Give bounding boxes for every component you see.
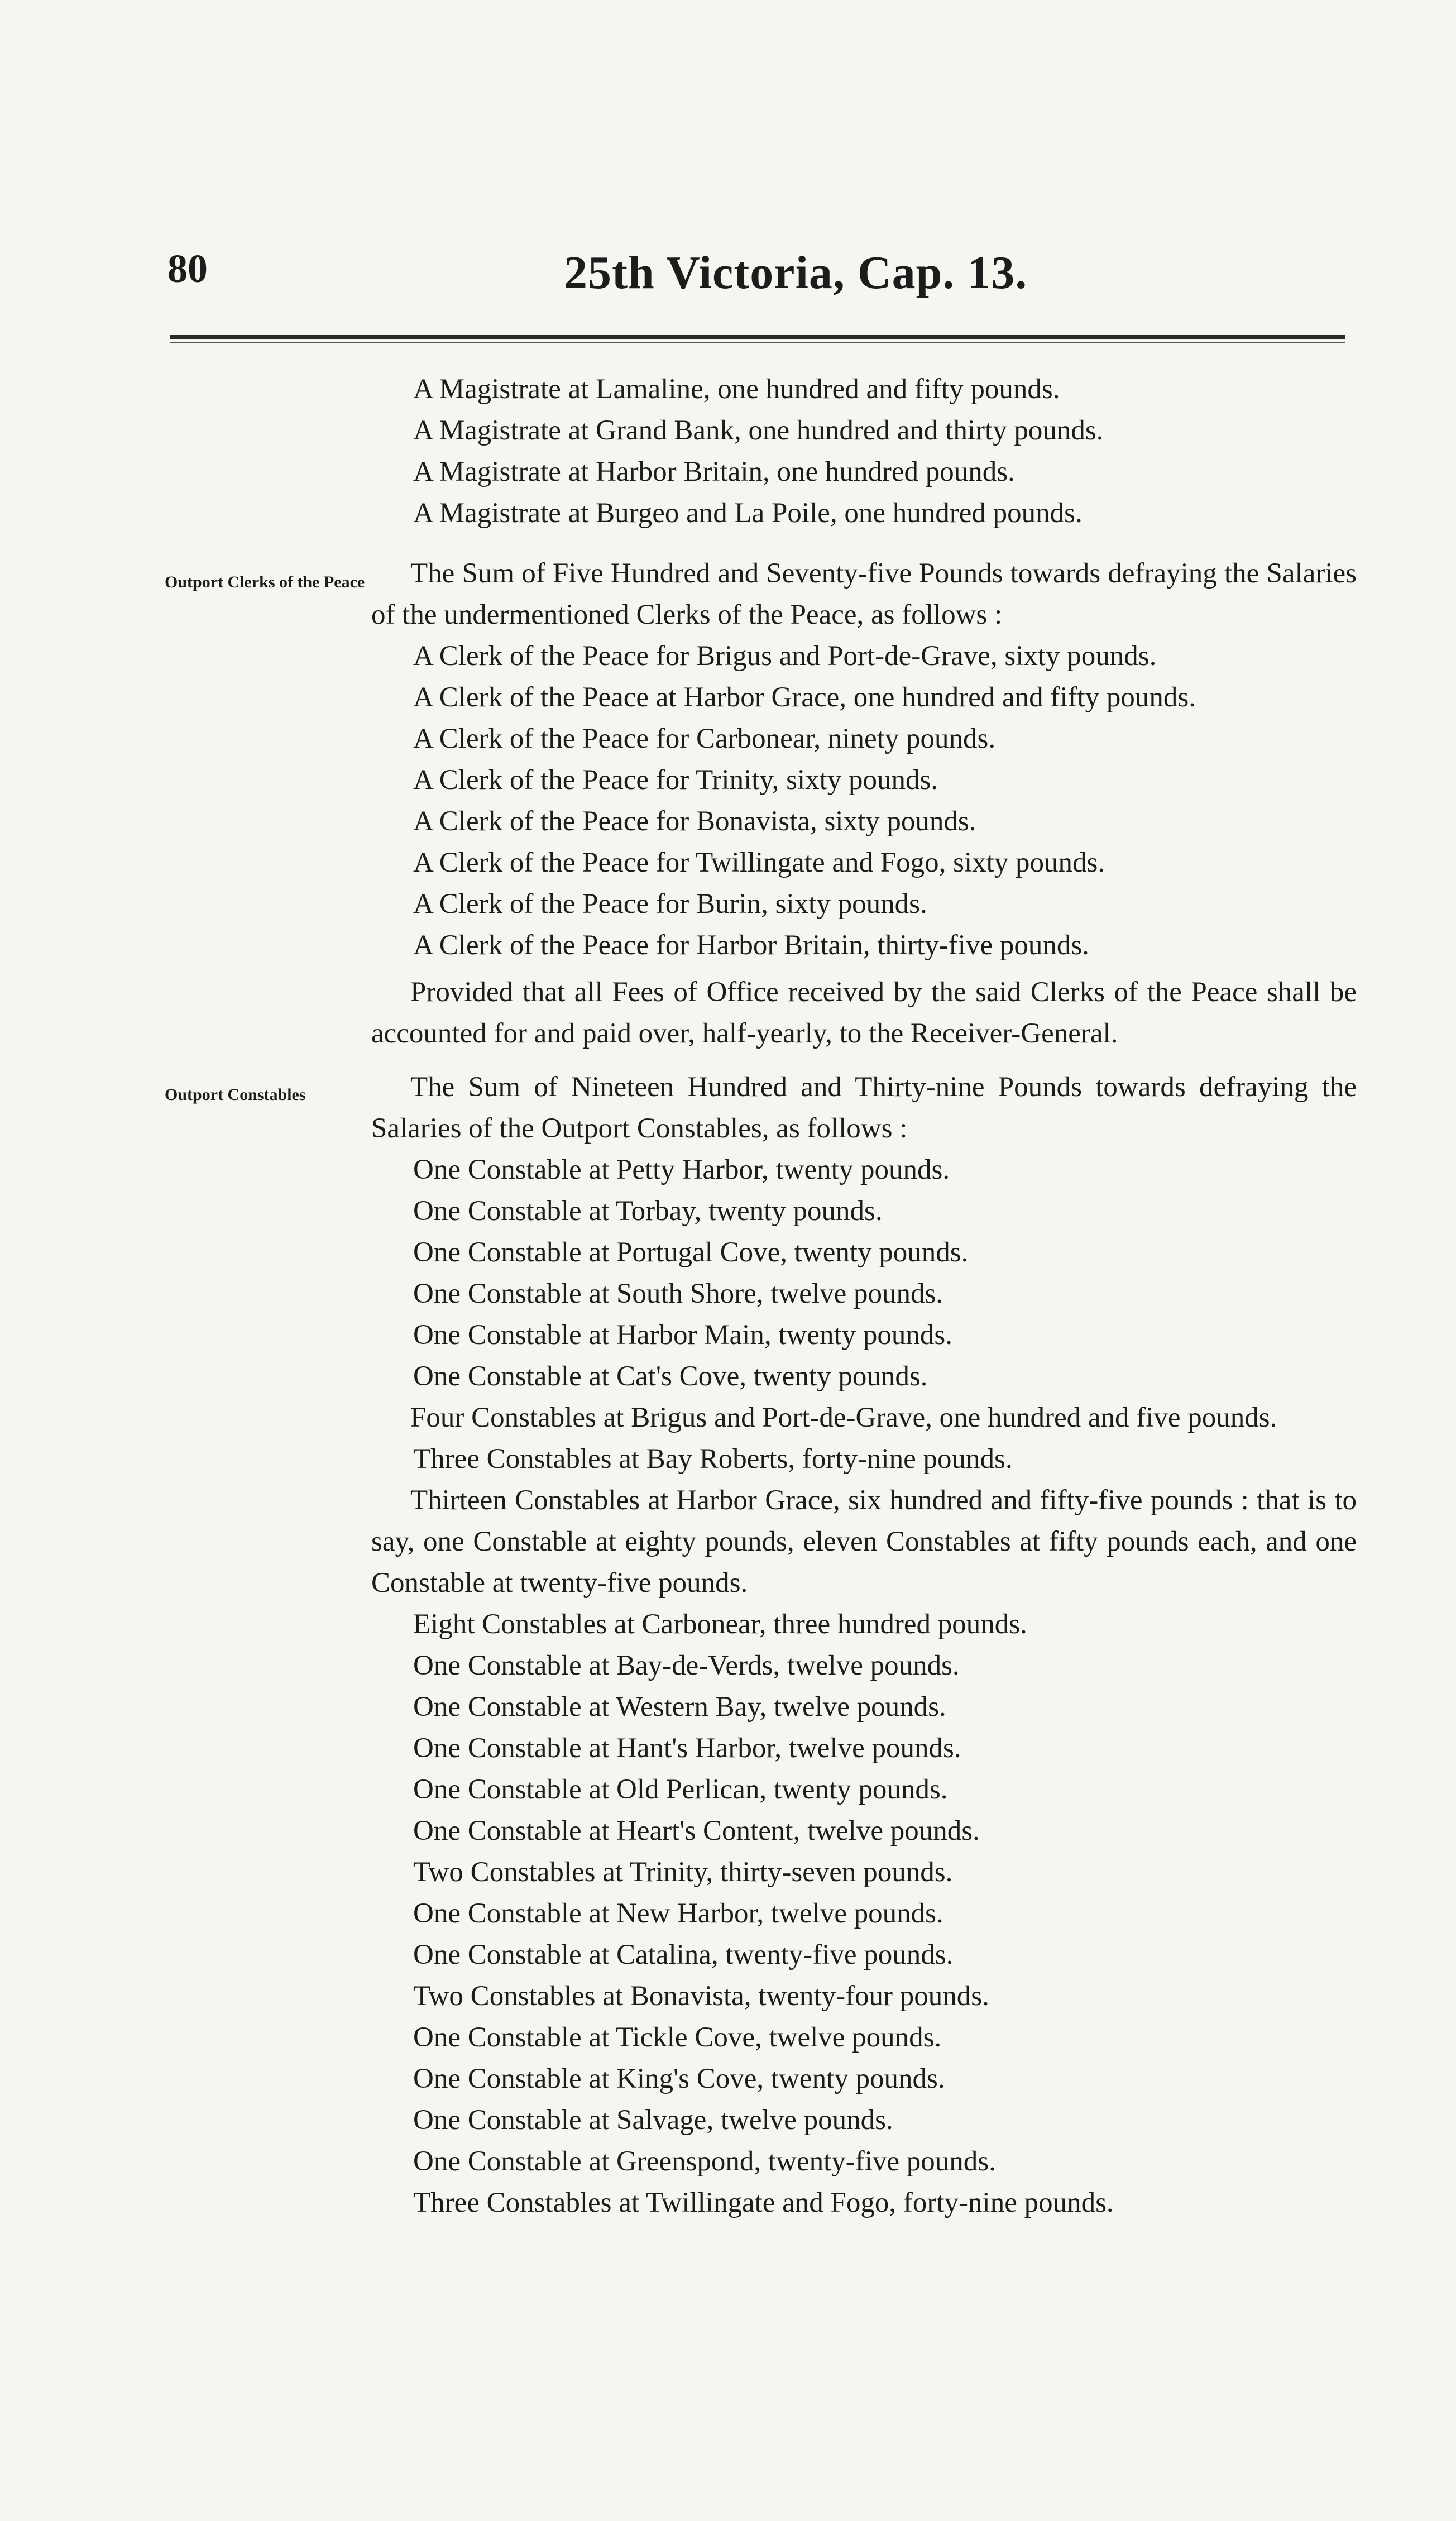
- list-item: Two Constables at Bonavista, twenty-four pounds.: [413, 1981, 989, 2012]
- list-item: One Constable at Western Bay, twelve pounds.: [413, 1691, 946, 1723]
- constables-harbor-grace: Thirteen Constables at Harbor Grace, six hundred and fifty-five pounds : that is to say, one Constable at eighty pounds, eleven Constables at fifty pounds each, and one Constable at twenty-five pounds.: [371, 1485, 1357, 1599]
- constables-section: [371, 1066, 1357, 2223]
- clerks-intro: The Sum of Five Hundred and Seventy-five Pounds towards defraying the Salaries of the undermentioned Clerks of the Peace, as follows :: [371, 558, 1357, 630]
- list-item: One Constable at King's Cove, twenty pounds.: [413, 2063, 945, 2094]
- constables-intro: The Sum of Nineteen Hundred and Thirty-nine Pounds towards defraying the Salaries of the Outport Constables, as follows :: [371, 1071, 1357, 1144]
- list-item: One Constable at Catalina, twenty-five pounds.: [413, 1939, 954, 1970]
- list-item: One Constable at Heart's Content, twelve pounds.: [413, 1815, 980, 1846]
- list-item: One Constable at Portugal Cove, twenty pounds.: [413, 1237, 969, 1268]
- list-item: One Constable at Old Perlican, twenty pounds.: [413, 1774, 948, 1805]
- header-rule: [170, 335, 1345, 339]
- list-item: A Magistrate at Lamaline, one hundred and fifty pounds.: [413, 374, 1060, 405]
- list-item: A Clerk of the Peace at Harbor Grace, one hundred and fifty pounds.: [413, 682, 1196, 713]
- list-item: A Magistrate at Harbor Britain, one hundred pounds.: [413, 456, 1015, 487]
- list-item: A Magistrate at Burgeo and La Poile, one hundred pounds.: [413, 497, 1083, 529]
- margin-note-clerks: Outport Clerks of the Peace: [165, 573, 365, 591]
- list-item: One Constable at Tickle Cove, twelve pounds.: [413, 2022, 942, 2053]
- list-item: A Clerk of the Peace for Burin, sixty pounds.: [413, 888, 927, 920]
- constables-bay-roberts: Three Constables at Bay Roberts, forty-nine pounds.: [413, 1443, 1013, 1475]
- list-item: One Constable at Hant's Harbor, twelve pounds.: [413, 1733, 961, 1764]
- list-item: A Clerk of the Peace for Bonavista, sixty pounds.: [413, 806, 976, 837]
- list-item: Eight Constables at Carbonear, three hundred pounds.: [413, 1609, 1027, 1640]
- list-item: A Clerk of the Peace for Brigus and Port-de-Grave, sixty pounds.: [413, 640, 1157, 672]
- list-item: One Constable at South Shore, twelve pounds.: [413, 1278, 943, 1309]
- list-item: One Constable at Greenspond, twenty-five pounds.: [413, 2146, 996, 2177]
- list-item: One Constable at Harbor Main, twenty pounds.: [413, 1319, 952, 1351]
- list-item: A Clerk of the Peace for Carbonear, ninety pounds.: [413, 723, 996, 754]
- clerks-proviso: Provided that all Fees of Office received by the said Clerks of the Peace shall be accounted for and paid over, half-yearly, to the Receiver-General.: [371, 977, 1357, 1049]
- list-item: A Clerk of the Peace for Trinity, sixty pounds.: [413, 764, 938, 796]
- list-item: One Constable at Torbay, twenty pounds.: [413, 1195, 883, 1227]
- list-item: A Clerk of the Peace for Twillingate and Fogo, sixty pounds.: [413, 847, 1105, 878]
- header-rule-thin: [170, 342, 1345, 343]
- list-item: One Constable at New Harbor, twelve pounds.: [413, 1898, 943, 1929]
- list-item: A Clerk of the Peace for Harbor Britain, thirty-five pounds.: [413, 930, 1089, 961]
- constables-brigus: Four Constables at Brigus and Port-de-Grave, one hundred and five pounds.: [410, 1402, 1277, 1433]
- magistrates-list: [371, 369, 1357, 534]
- list-item: Three Constables at Twillingate and Fogo, forty-nine pounds.: [413, 2187, 1114, 2218]
- page-number: 80: [167, 246, 208, 291]
- list-item: One Constable at Salvage, twelve pounds.: [413, 2104, 893, 2136]
- list-item: One Constable at Petty Harbor, twenty pounds.: [413, 1154, 950, 1185]
- list-item: One Constable at Cat's Cove, twenty pounds.: [413, 1361, 928, 1392]
- clerks-section: [371, 553, 1357, 1054]
- list-item: A Magistrate at Grand Bank, one hundred and thirty pounds.: [413, 415, 1104, 446]
- running-title: 25th Victoria, Cap. 13.: [564, 247, 1028, 299]
- list-item: Two Constables at Trinity, thirty-seven pounds.: [413, 1857, 953, 1888]
- margin-note-constables: Outport Constables: [165, 1085, 306, 1104]
- list-item: One Constable at Bay-de-Verds, twelve pounds.: [413, 1650, 960, 1681]
